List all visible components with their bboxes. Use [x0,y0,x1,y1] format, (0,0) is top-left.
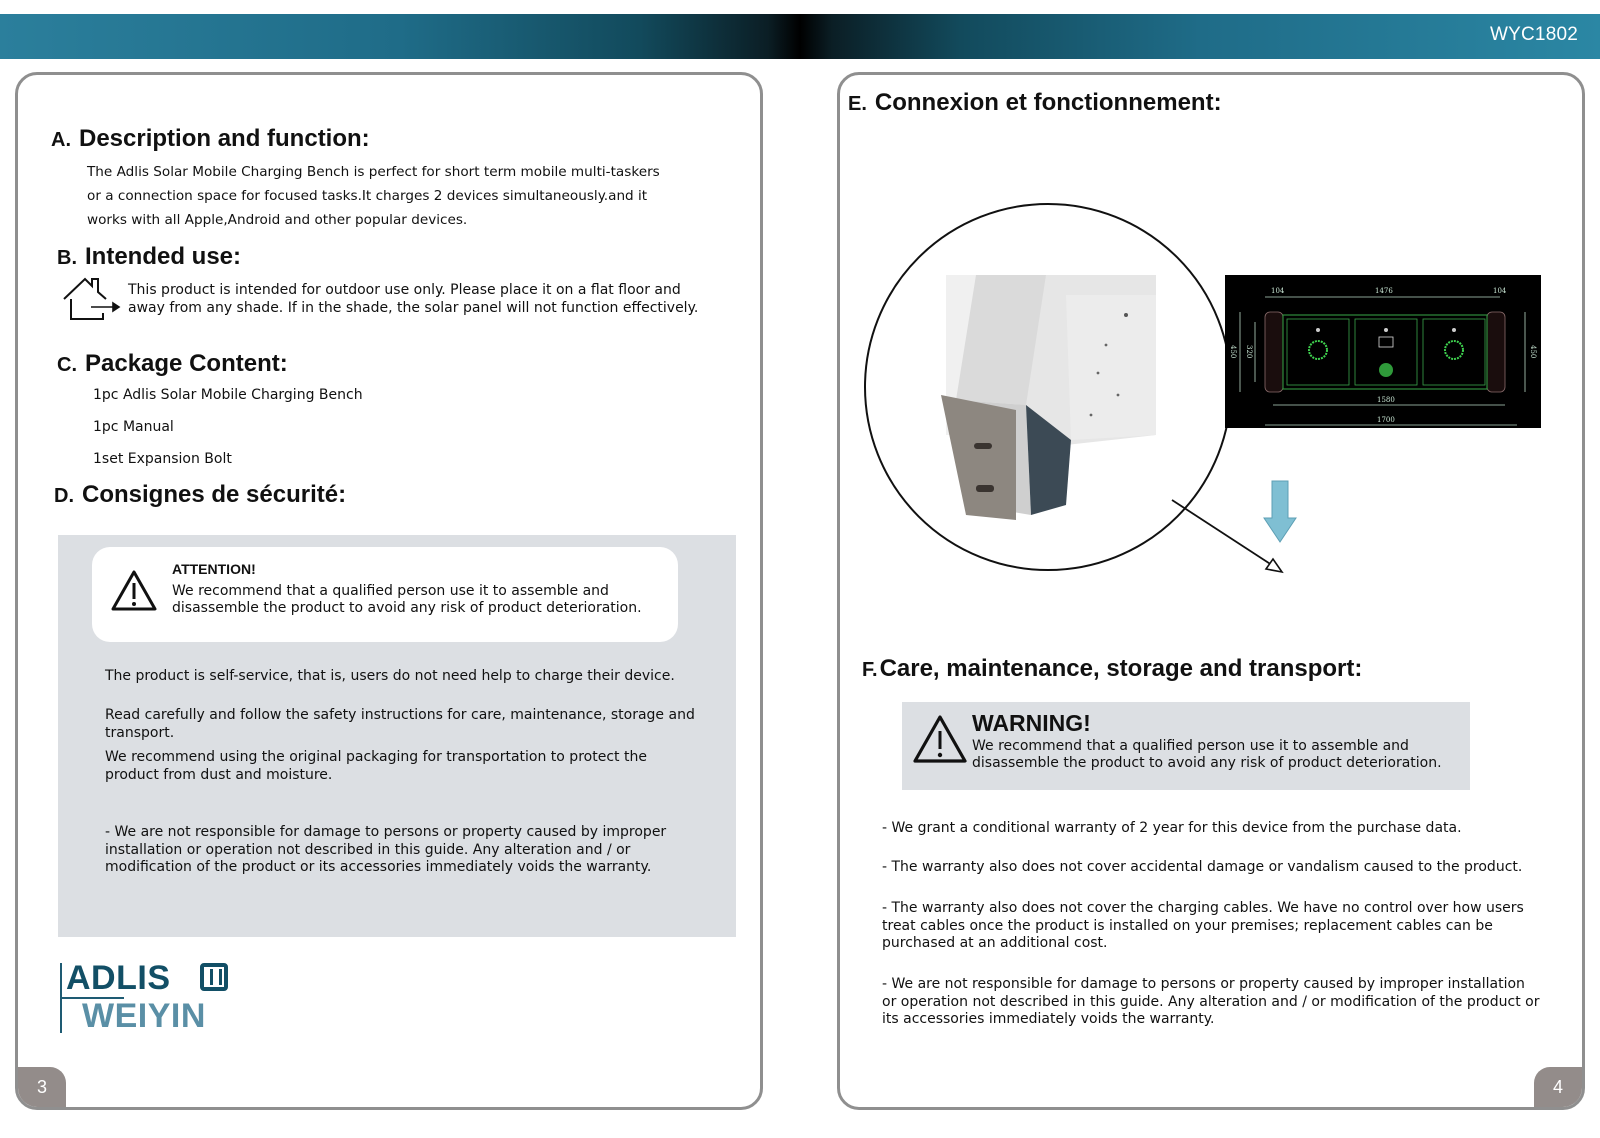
dim-label: 450 [1529,345,1537,359]
section-a-heading [51,125,370,153]
attention-title: ATTENTION! [172,561,256,577]
attention-card [92,547,678,642]
section-f-heading [862,655,1362,683]
page-number: 3 [18,1067,66,1107]
section-title: Care, maintenance, storage and transport: [879,655,1363,682]
safety-paragraph: The product is self-service, that is, users do not need help to charge their device. [105,668,675,684]
attention-text: We recommend that a qualified person use it to assemble and disassemble the product to avoid any risk of product deterioration. [172,583,642,616]
dim-label: 104 [1271,287,1285,295]
section-title: Intended use: [85,243,242,270]
document-code: WYC1802 [1490,24,1578,45]
dimension-drawing [1225,275,1541,428]
section-a-text: The Adlis Solar Mobile Charging Bench is perfect for short term mobile multi-taskers or a connection space for focused tasks.It charges 2 devices simultaneously.and it works with all Apple,Android and other popular devices. [87,164,660,228]
technical-drawing [1225,275,1541,428]
dim-label: 104 [1493,287,1507,295]
package-item: 1set Expansion Bolt [93,451,232,467]
outdoor-house-icon [61,277,125,321]
page-4 [837,72,1585,1110]
section-letter: C. [57,354,77,376]
section-e-heading [848,89,1222,117]
section-c-heading [57,350,288,378]
package-item: 1pc Manual [93,419,174,435]
page-number: 4 [1534,1067,1582,1107]
care-paragraph: - The warranty also does not cover the charging cables. We have no control over how users treat cables once the product is installed on your premises; replacement cables can be purchased at an additional cost. [882,900,1524,951]
dim-label: 450 [1229,345,1237,359]
warning-triangle-icon [110,569,158,613]
section-title: Description and function: [79,125,370,152]
logo-line-2: WEIYIN [82,997,206,1035]
safety-paragraph: We recommend using the original packaging for transportation to protect the product from dust and moisture. [105,749,647,783]
logo-mark-icon [200,963,228,991]
warning-title: WARNING! [972,710,1091,736]
section-title: Connexion et fonctionnement: [874,89,1222,116]
warning-text: We recommend that a qualified person use it to assemble and disassemble the product to avoid any risk of product deterioration. [972,738,1442,771]
dim-label: 1700 [1377,416,1395,424]
section-b-text: This product is intended for outdoor use only. Please place it on a flat floor and away from any shade. If in the shade, the solar panel will not function effectively. [128,282,699,316]
care-paragraph: - We are not responsible for damage to persons or property caused by improper installation or operation not described in this guide. Any alteration and / or modification of the product or its accessories immediately voids the warranty. [882,976,1540,1027]
dim-label: 320 [1245,345,1253,359]
package-item: 1pc Adlis Solar Mobile Charging Bench [93,387,363,403]
down-arrow-icon [1262,480,1298,544]
section-b-heading [57,243,241,271]
brand-logo [60,959,240,1041]
safety-paragraph: - We are not responsible for damage to persons or property caused by improper installation or operation not described in this guide. Any alteration and / or modification of the product or its accessories immediately voids the warranty. [105,824,667,875]
logo-line-1: ADLIS [66,959,171,997]
header-band [0,14,1600,59]
page-3 [15,72,763,1110]
section-title: Package Content: [85,350,288,377]
dim-label: 1580 [1377,396,1395,404]
section-d-heading [54,481,346,509]
care-paragraph: - The warranty also does not cover accidental damage or vandalism caused to the product. [882,859,1523,875]
section-letter: E. [848,93,867,115]
dim-label: 1476 [1375,287,1393,295]
safety-panel [58,535,736,937]
warning-triangle-icon [912,714,968,766]
section-title: Consignes de sécurité: [82,481,347,508]
warning-panel [902,702,1470,790]
section-letter: A. [51,129,71,151]
section-letter: D. [54,485,74,507]
safety-paragraph: Read carefully and follow the safety instructions for care, maintenance, storage and transport. [105,707,695,741]
section-letter: F. [862,659,878,681]
section-letter: B. [57,247,77,269]
care-paragraph: - We grant a conditional warranty of 2 year for this device from the purchase data. [882,820,1462,836]
